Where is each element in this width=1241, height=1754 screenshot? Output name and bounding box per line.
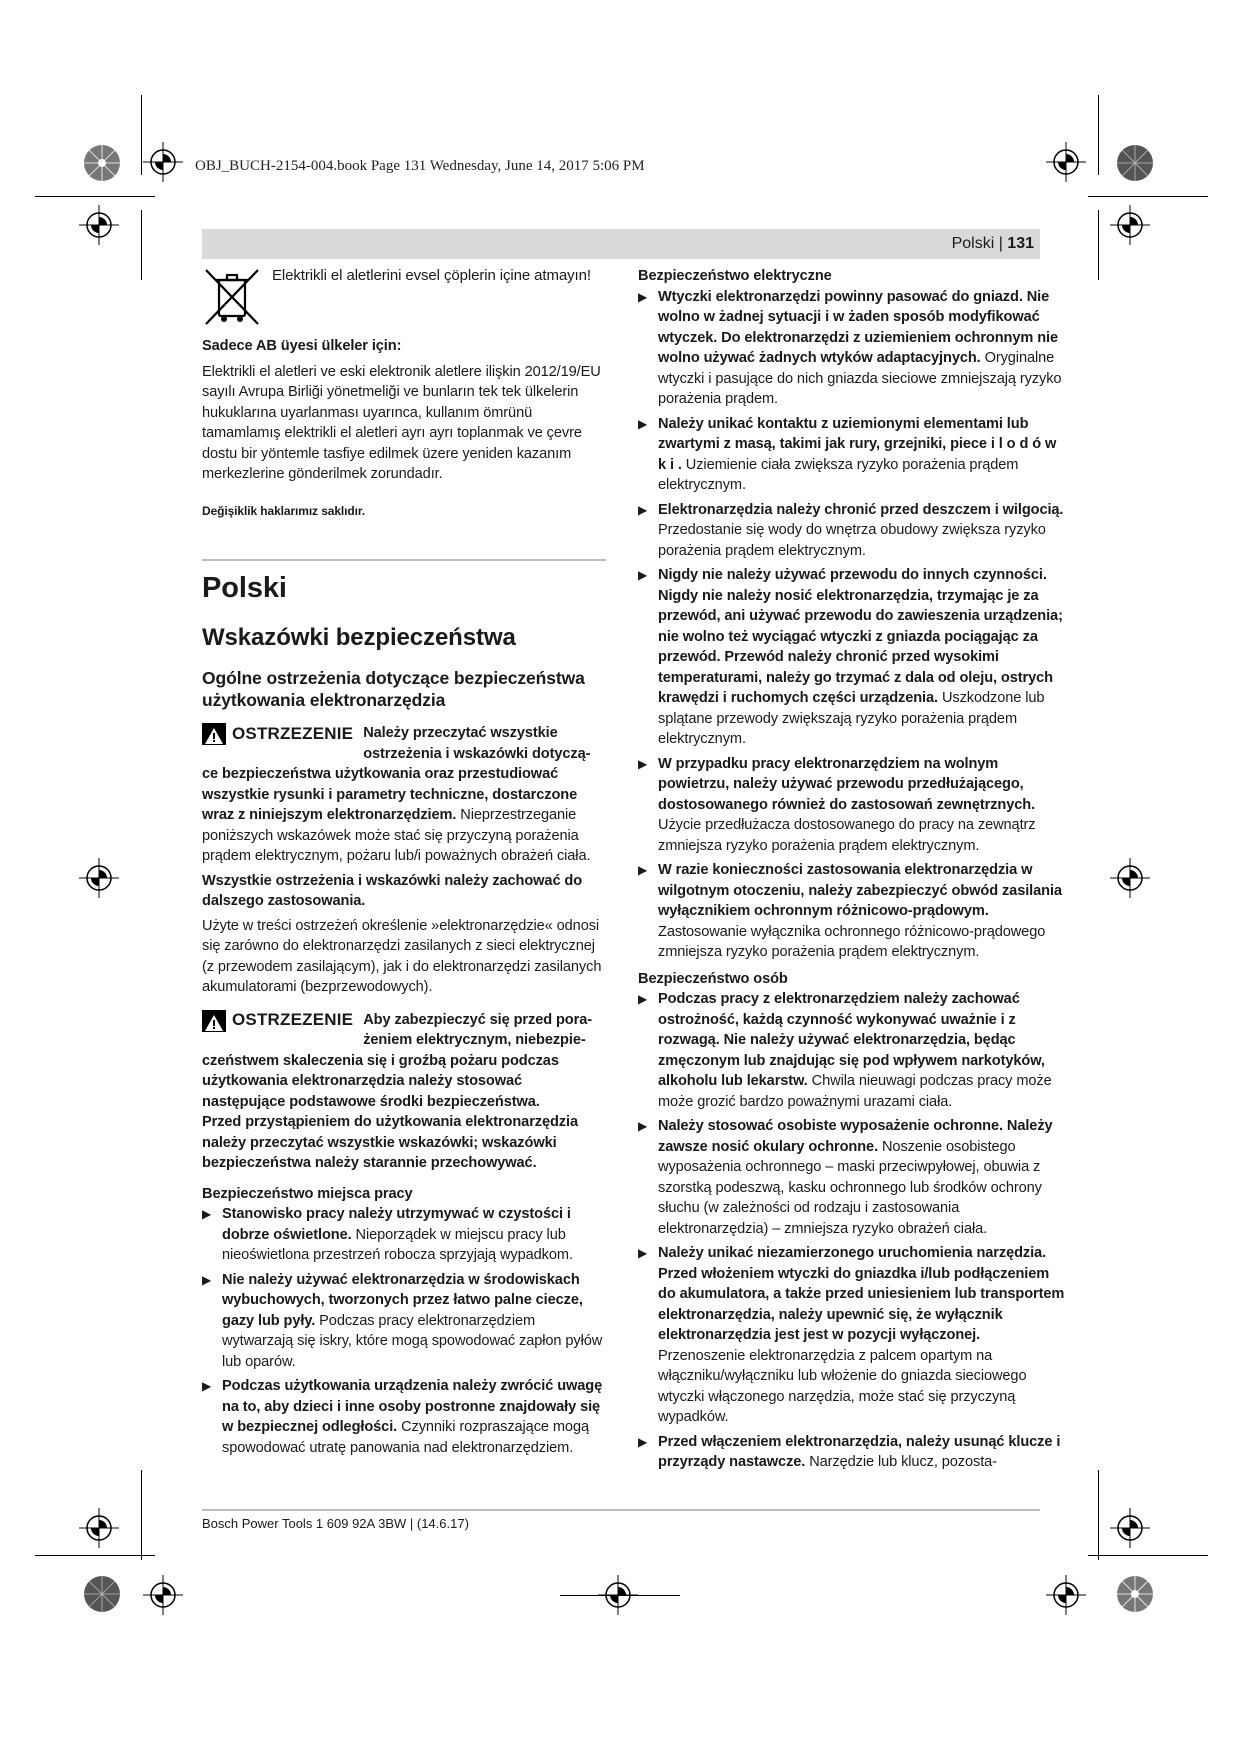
list-item: ▶ Podczas użytkowania urządzenia należy zwrócić uwagę na to, aby dzieci i inne osoby postronne znajdowały się w bezpiecznej odległości. Czynniki rozpraszające mogą spowodować utratę panowania nad elektronarzędziem.	[202, 1378, 603, 1456]
warning-badge	[202, 1010, 353, 1032]
electrical-heading: Bezpieczeństwo elektryczne	[638, 268, 832, 284]
rights-note: Değişiklik haklarımız saklıdır.	[202, 503, 365, 518]
crosshair-icon	[1046, 142, 1086, 182]
header-page-number: 131	[1007, 235, 1034, 252]
warning-triangle-icon	[202, 1010, 226, 1032]
warning-block-1: OSTRZEZENIE Należy przeczytać wszystkie ostrzeżenia i wskazówki dotyczą-	[202, 723, 606, 764]
header-section: Polski	[951, 235, 995, 252]
list-item: ▶ W przypadku pracy elektronarzędziem na wolnym powietrzu, należy używać przewodu przedłużającego, dostosowanego również do zastosowań zewnętrznych. Użycie przedłużacza dostosowanego do pracy na zewnątrz zmniejsza ryzyko porażenia prądem elektrycznym.	[638, 755, 1036, 854]
list-item: ▶ W razie konieczności zastosowania elektronarzędzia w wilgotnym otoczeniu, należy zabezpieczyć obwód zasilania wyłącznikiem ochronnym różnicowo-prądowym. Zastosowanie wyłącznika ochronnego różnicowo-prądowego zmniejsza ryzyko porażenia prądem elektrycznym.	[638, 862, 1062, 960]
disposal-text: Elektrikli el aletlerini evsel çöplerin içine atmayın!	[272, 267, 591, 284]
warning-badge	[202, 723, 353, 745]
warning-word: OSTRZEZENIE	[232, 723, 354, 743]
term-definition: Użyte w treści ostrzeżeń określenie »elektronarzędzie« odnosi się zarówno do elektronarzędzi zasilanych z sieci elektrycznej (z przewodem zasilającym), jak i do elektronarzędzi zasilanych akumulatorami (bezprzewodowych).	[202, 917, 602, 995]
warning-triangle-icon	[202, 723, 226, 745]
list-item: ▶ Należy unikać niezamierzonego uruchomienia narzędzia. Przed włożeniem wtyczki do gniazdka i/lub podłączeniem do akumulatora, a także przed uniesieniem lub transportem elektronarzędzia, należy upewnić się, że wyłącznik elektronarzędzia jest jest w pozycji wyłączonej. Przenoszenie elektronarzędzia z palcem opartym na włączniku/wyłączniku lub włożenie do gniazda sieciowego wtyczki włączonego narzędzia, może stać się przyczyną wypadków.	[638, 1245, 1065, 1425]
eu-text: Elektrikli el aletleri ve eski elektronik aletlere ilişkin 2012/19/EU sayılı Avrupa Birliği yönetmeliği ve bunların tek tek ülkelerin hukuklarına uyarlanması uyarınca, kullanım ömrünü tamamlamış elektrikli el aletleri ayrı ayrı toplanmak ve çevre dostu bir yöntemle tasfiye edilmek üzere yeniden kazanım merkezlerine gönderilmek zorundadır.	[202, 363, 601, 482]
list-item: ▶ Nigdy nie należy używać przewodu do innych czynności. Nigdy nie należy nosić elektronarzędzia, trzymając je za przewód, ani używać przewodu do zawieszenia urządzenia; nie wolno też wyciągać wtyczki z gniazda pociągając za przewód. Przewód należy chronić przed wysokimi temperaturami, należy go trzymać z dala od oleju, ostrych krawędzi i ruchomych części urządzenia. Uszkodzone lub splątane przewody zwiększają ryzyko porażenia prądem elektrycznym.	[638, 567, 1063, 747]
warning-block-2: OSTRZEZENIE Aby zabezpieczyć się przed pora- żeniem elektrycznym, niebezpie-	[202, 1010, 606, 1051]
list-item: ▶ Wtyczki elektronarzędzi powinny pasować do gniazd. Nie wolno w żadnej sytuacji i w żaden sposób modyfikować wtyczek. Do elektronarzędzi z uziemieniem ochronnym nie wolno używać żadnych wtyków adaptacyjnych. Oryginalne wtyczki i pasujące do nich gniazda sieciowe zmniejszają ryzyko porażenia prądem.	[638, 288, 1062, 407]
crosshair-icon	[1110, 205, 1150, 245]
page-number: Polski | 131	[951, 235, 1034, 252]
color-rosette-icon	[1116, 1575, 1154, 1613]
persons-list	[638, 989, 1068, 1473]
color-rosette-icon	[1116, 144, 1154, 182]
eu-heading: Sadece AB üyesi ülkeler için:	[202, 338, 402, 354]
keep-instructions: Wszystkie ostrzeżenia i wskazówki należy zachować do dalszego zastosowania.	[202, 872, 583, 909]
crosshair-icon	[1110, 1508, 1150, 1548]
persons-heading: Bezpieczeństwo osób	[638, 970, 788, 987]
list-item: ▶ Należy unikać kontaktu z uziemionymi elementami lub zwartymi z masą, takimi jak rury, grzejniki, piece i l o d ó w k i . Uziemienie ciała zwiększa ryzyko porażenia prądem elektrycznym.	[638, 415, 1057, 493]
crosshair-icon	[1110, 858, 1150, 898]
right-column	[638, 266, 1068, 1473]
crosshair-icon	[143, 142, 183, 182]
list-item: ▶ Stanowisko pracy należy utrzymywać w czystości i dobrze oświetlone. Nieporządek w miejscu pracy lub nieoświetlona przestrzeń robocza sprzyjają wypadkom.	[202, 1206, 573, 1263]
language-title: Polski	[202, 572, 287, 604]
left-column: Elektrikli el aletlerini evsel çöplerin içine atmayın! Sadece AB üyesi ülkeler için: Elektrikli el aletleri ve eski elektronik aletlere ilişkin 2012/19/EU sayılı Avrupa Birliği yönetmeliği ve bunların tek tek ülkelerin hukuklarına uyarlanması uyarınca, kullanım ömrünü tamamlamış elektrikli el aletleri ayrı ayrı toplanmak ve çevre dostu bir yöntemle tasfiye edilmek üzere yeniden kazanım merkezlerine gönderilmek zorundadır. Değişiklik haklarımız saklıdır. Polski Wskazówki bezpieczeństwa Ogólne ostrzeżenia dotyczące bezpieczeństwa użytkowania elektronarzędzia OSTRZEZENIE Należy przeczytać wszystkie ostrzeżenia i wskazówki dotyczą- ce bezpieczeństwa użytkowania oraz przestudiować wszystkie rysunki i parametry techniczne, dostarczone wraz z niniejszym elektronarzędziem. Nieprzestrzeganie poniższych wskazówek może stać się przyczyną porażenia prądem elektrycznym, pożaru lub/i poważnych obrażeń ciała. Wszystkie ostrzeżenia i wskazówki należy zachować do dalszego zastosowania. Użyte w treści ostrzeżeń określenie »elektronarzędzie« odnosi się zarówno do elektronarzędzi zasilanych z sieci elektrycznej (z przewodem zasilającym), jak i do elektronarzędzi zasilanych akumulatorami (bezprzewodowych). OSTRZEZENIE Aby zabezpieczyć się przed pora- żeniem elektrycznym, niebezpie- czeństwem skaleczenia się i groźbą pożaru podczas użytkowania elektronarzędzia należy stosować następujące podstawowe środki bezpieczeństwa. Przed przystąpieniem do użytkowania elektronarzędzia należy przeczytać wszystkie wskazówki; wskazówki bezpieczeństwa należy starannie przechowywać. Bezpieczeństwo miejsca pracy ▶ Stanowisko pracy należy utrzymywać w czystości i dobrze oświetlone. Nieporządek w miejscu pracy lub nieoświetlona przestrzeń robocza sprzyjają wypadkom. ▶ Nie należy używać elektronarzędzia w środowiskach wybuchowych, tworzonych przez łatwo palne ciecze, gazy lub pyły. Podczas pracy elektronarzędziem wytwarzają się iskry, które mogą spowodować zapłon pyłów lub oparów. ▶ Podczas użytkowania urządzenia należy zwrócić uwagę na to, aby dzieci i inne osoby postronne znajdowały się w bezpiecznej odległości. Czynniki rozpraszające mogą spowodować utratę panowania nad elektronarzędziem.	[202, 266, 606, 1458]
electrical-list	[638, 287, 1068, 963]
list-item: ▶ Należy stosować osobiste wyposażenie ochronne. Należy zawsze nosić okulary ochronne. Noszenie osobistego wyposażenia ochronnego – maski przeciwpyłowej, obuwia z szorstką podeszwą, kasku ochronnego lub środków ochrony słuchu (w zależności od rodzaju i zastosowania elektronarzędzia) – zmniejsza ryzyko obrażeń ciała.	[638, 1118, 1053, 1237]
crosshair-icon	[79, 1508, 119, 1548]
color-rosette-icon	[83, 1575, 121, 1613]
workplace-list	[202, 1204, 606, 1458]
list-item: ▶ Nie należy używać elektronarzędzia w środowiskach wybuchowych, tworzonych przez łatwo palne ciecze, gazy lub pyły. Podczas pracy elektronarzędziem wytwarzają się iskry, które mogą spowodować zapłon pyłów lub oparów.	[202, 1271, 603, 1370]
crosshair-icon	[79, 205, 119, 245]
section-divider	[202, 559, 606, 561]
crosshair-icon	[79, 858, 119, 898]
workplace-heading: Bezpieczeństwo miejsca pracy	[202, 1185, 413, 1202]
list-item: ▶ Przed włączeniem elektronarzędzia, należy usunąć klucze i przyrządy nastawcze. Narzędzie lub klucz, pozosta-	[638, 1433, 1061, 1470]
crossed-bin-icon	[202, 266, 262, 328]
list-item: ▶ Elektronarzędzia należy chronić przed deszczem i wilgocią. Przedostanie się wody do wnętrza obudowy zwiększa ryzyko porażenia prądem elektrycznym.	[638, 501, 1064, 559]
footer-text: Bosch Power Tools 1 609 92A 3BW | (14.6.17)	[202, 1516, 469, 1531]
general-warnings-heading: Ogólne ostrzeżenia dotyczące bezpieczeństwa użytkowania elektronarzędzia	[202, 668, 585, 710]
safety-heading: Wskazówki bezpieczeństwa	[202, 624, 516, 651]
warning-word: OSTRZEZENIE	[232, 1010, 354, 1030]
footer-rule	[202, 1509, 1040, 1511]
list-item: ▶ Podczas pracy z elektronarzędziem należy zachować ostrożność, każdą czynność wykonywać uważnie i z rozwagą. Nie należy używać elektronarzędzia, będąc zmęczonym lub znajdując się pod wpływem narkotyków, alkoholu lub lekarstw. Chwila nieuwagi podczas pracy może może grozić bardzo poważnymi urazami ciała.	[638, 991, 1052, 1110]
color-rosette-icon	[83, 144, 121, 182]
crosshair-icon	[1046, 1575, 1086, 1615]
crosshair-icon	[143, 1575, 183, 1615]
file-header: OBJ_BUCH-2154-004.book Page 131 Wednesday, June 14, 2017 5:06 PM	[195, 158, 645, 174]
running-header	[202, 229, 1040, 259]
